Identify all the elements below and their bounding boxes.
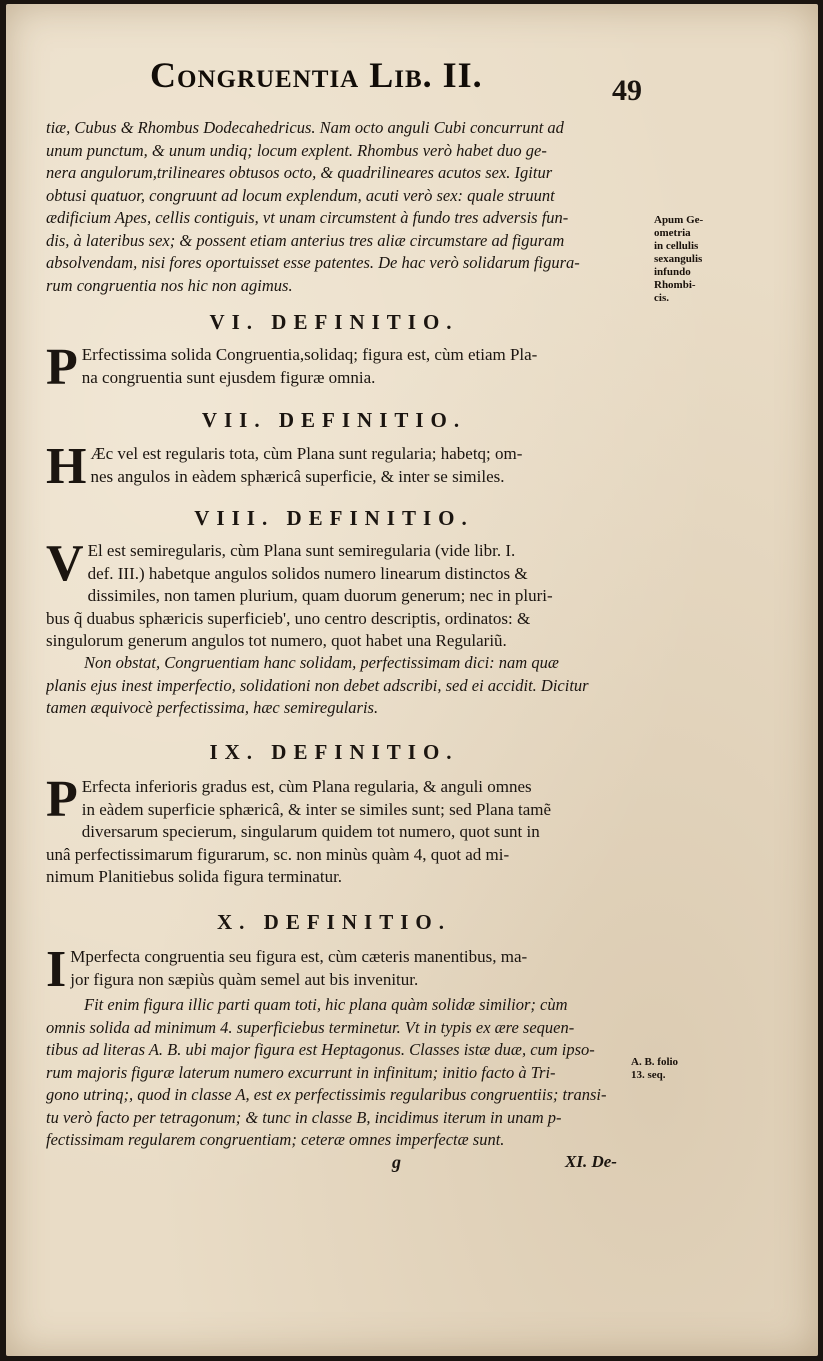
text-line: planis ejus inest imperfectio, solidationi non debet adscribi, sed ei accidit. Dicitur — [46, 675, 589, 695]
text-line: El est semiregularis, cùm Plana sunt semiregularia (vide libr. I. — [87, 541, 516, 560]
definition-heading-x: X. DEFINITIO. — [217, 910, 451, 934]
text-line: nimum Planitiebus solida figura terminatur. — [46, 867, 343, 886]
definition-viii-body — [46, 535, 622, 653]
signature-mark: g — [392, 1152, 401, 1172]
margin-note-line: A. B. folio — [631, 1056, 679, 1068]
definition-ix-body — [46, 771, 622, 889]
text-line: tamen æquivocè perfectissima, hæc semiregularis. — [46, 698, 379, 717]
text-line: tibus ad literas A. B. ubi major figura est Heptagonus. Classes istæ duæ, cum ipso- — [46, 1040, 595, 1059]
definition-heading-vii: VII. DEFINITIO. — [201, 408, 467, 432]
margin-note-line: Rhombi- — [654, 279, 696, 291]
margin-note-line: cis. — [654, 292, 669, 304]
text-line: in eàdem superficie sphæricâ, & inter se similes sunt; sed Plana tamẽ — [81, 799, 552, 819]
text-line: Erfecta inferioris gradus est, cùm Plana regularia, & anguli omnes — [81, 777, 532, 796]
text-line: na congruentia sunt ejusdem figuræ omnia. — [81, 367, 376, 387]
text-line: fectissimam regularem congruentiam; ceteræ omnes imperfectæ sunt. — [46, 1130, 505, 1149]
intro-paragraph — [46, 117, 622, 297]
dropcap: P — [46, 771, 78, 828]
text-line: unâ perfectissimarum figurarum, sc. non minùs quàm 4, quot ad mi- — [46, 844, 510, 864]
text-line: nera angulorum,trilineares obtusos octo, & quadrilineares acutos sex. Igitur — [46, 163, 553, 182]
definition-vii-body — [46, 438, 622, 495]
definition-x-body — [46, 941, 622, 998]
definition-vi-body — [46, 339, 622, 396]
text-line: Erfectissima solida Congruentia,solidaq; figura est, cùm etiam Pla- — [81, 345, 538, 364]
dropcap: V — [46, 535, 84, 592]
definition-x-note — [46, 994, 622, 1152]
margin-note-line: infundo — [654, 266, 691, 278]
catchword: XI. De- — [565, 1152, 617, 1171]
text-line: ædificium Apes, cellis contiguis, vt unam circumstent à fundo tres adversis fun- — [46, 208, 569, 227]
definition-heading-viii: VIII. DEFINITIO. — [194, 506, 474, 530]
text-line: Non obstat, Congruentiam hanc solidam, perfectissimam dici: nam quæ — [84, 653, 559, 672]
text-line: tu verò facto per tetragonum; & tunc in classe B, incidimus iterum in unam p- — [46, 1107, 562, 1127]
text-line: dis, à lateribus sex; & possent etiam anterius tres aliæ circumstare ad figuram — [46, 230, 565, 250]
text-line: absolvendam, nisi fores oportuisset esse patentes. De hac verò solidarum figura- — [46, 253, 580, 272]
text-line: gono utrinq;, quod in classe A, est ex perfectissimis regularibus congruentiis; transi- — [46, 1085, 607, 1104]
text-line: diversarum specierum, singularum quidem tot numero, quot sunt in — [81, 822, 540, 841]
text-line: rum congruentia nos hic non agimus. — [46, 275, 293, 295]
text-line: nes angulos in eàdem sphæricâ superficie, & inter se similes. — [90, 466, 505, 486]
margin-note-line: ometria — [654, 227, 691, 239]
text-line: rum majoris figuræ laterum numero excurrunt in infinitum; initio facto à Tri- — [46, 1062, 556, 1082]
text-line: tiæ, Cubus & Rhombus Dodecahedricus. Nam octo anguli Cubi concurrunt ad — [46, 118, 564, 137]
text-line: omnis solida ad minimum 4. superficiebus terminetur. Vt in typis ex ære sequen- — [46, 1017, 575, 1037]
text-line: def. III.) habetque angulos solidos numero linearum distinctos & — [87, 563, 528, 583]
definition-viii-note — [46, 652, 622, 720]
text-line: unum punctum, & unum undiq; locum explent. Rhombus verò habet duo ge- — [46, 140, 547, 160]
dropcap: I — [46, 941, 67, 998]
margin-note-line: sexangulis — [654, 253, 703, 265]
text-line: dissimiles, non tamen plurium, quam duorum generum; nec in pluri- — [87, 586, 553, 605]
text-line: Æc vel est regularis tota, cùm Plana sunt regularia; habetq; om- — [90, 444, 523, 463]
margin-note-line: 13. seq. — [631, 1069, 666, 1081]
definition-heading-vi: VI. DEFINITIO. — [209, 310, 459, 334]
margin-note-line: Apum Ge- — [654, 214, 704, 226]
page-number: 49 — [612, 74, 642, 107]
text-line: Mperfecta congruentia seu figura est, cùm cæteris manentibus, ma- — [70, 947, 528, 966]
margin-note-reference — [631, 1056, 678, 1082]
dropcap: H — [46, 438, 87, 495]
margin-note-bees — [654, 214, 703, 305]
running-header-title: Congruentia Lib. II. — [150, 55, 483, 95]
margin-note-line: in cellulis — [654, 240, 699, 252]
text-line: singulorum generum angulos tot numero, quot habet una Regulariũ. — [46, 631, 507, 650]
text-line: obtusi quatuor, congruunt ad locum explendum, acuti verò sex: quale struunt — [46, 185, 555, 205]
text-line: jor figura non sæpiùs quàm semel aut bis invenitur. — [70, 969, 419, 989]
dropcap: P — [46, 339, 78, 396]
text-line: bus q̃ duabus sphæricis superficieb', uno centro descriptis, ordinatos: & — [46, 608, 531, 628]
definition-heading-ix: IX. DEFINITIO. — [209, 740, 459, 764]
text-line: Fit enim figura illic parti quam toti, hic plana quàm solidæ similior; cùm — [84, 995, 568, 1014]
